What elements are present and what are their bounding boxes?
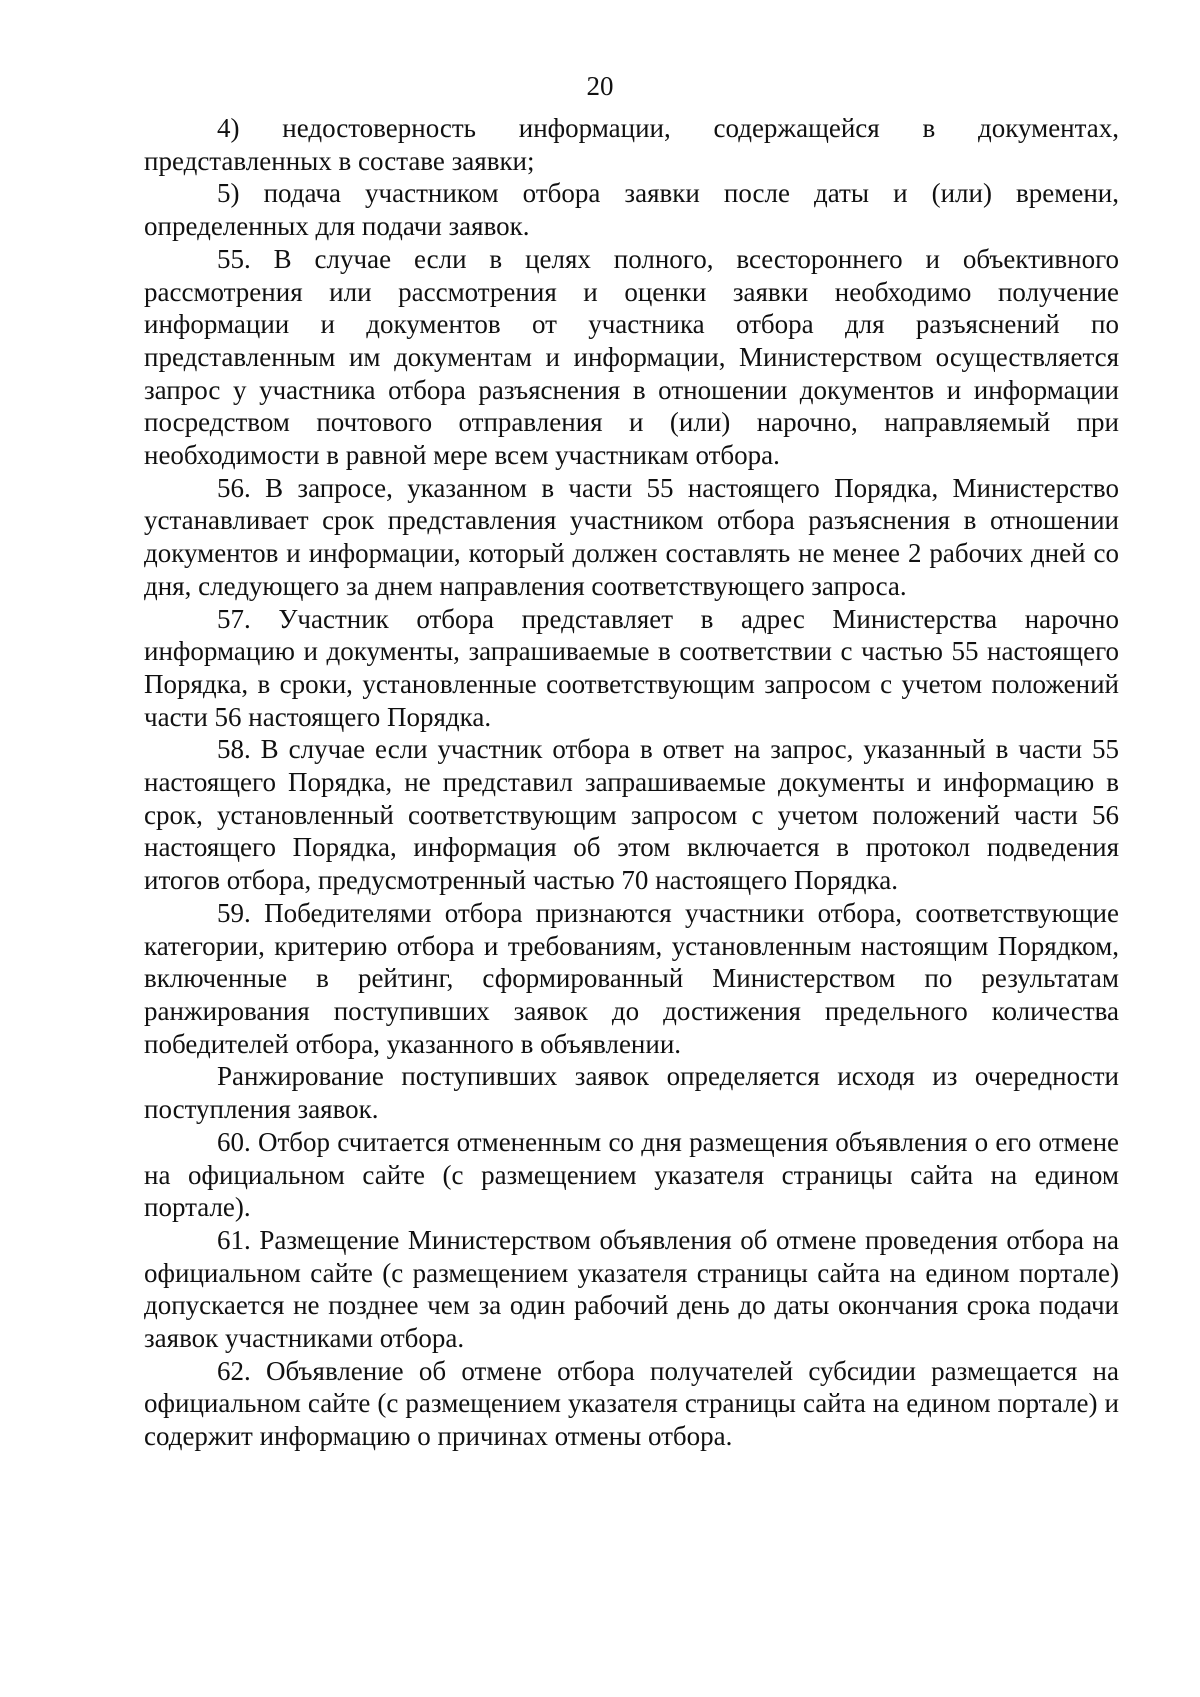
paragraph-55: 55. В случае если в целях полного, всестороннего и объективного рассмотрения или рассмотрения и оценки заявки необходимо получение информации и документов от участника отбора для разъяснений по представленным им документам и информации, Министерством осуществляется запрос у участника отбора разъяснения в отношении документов и информации посредством почтового отправления и (или) нарочно, направляемый при необходимости в равной мере всем участникам отбора. xyxy=(144,243,1119,471)
page-number: 20 xyxy=(586,71,614,101)
paragraph-59-ranking: Ранжирование поступивших заявок определяется исходя из очередности поступления заявок. xyxy=(144,1061,1119,1125)
paragraph-60: 60. Отбор считается отмененным со дня размещения объявления о его отмене на официальном сайте (с размещением указателя страницы сайта на едином портале). xyxy=(144,1126,1119,1223)
paragraph-57: 57. Участник отбора представляет в адрес Министерства нарочно информацию и документы, запрашиваемые в соответствии с частью 55 настоящего Порядка, в сроки, установленные соответствующим запросом с учетом положений части 56 настоящего Порядка. xyxy=(144,603,1119,732)
paragraph-61: 61. Размещение Министерством объявления об отмене проведения отбора на официальном сайте (с размещением указателя страницы сайта на едином портале) допускается не позднее чем за один рабочий день до даты окончания срока подачи заявок участниками отбора. xyxy=(144,1224,1119,1354)
document-body xyxy=(144,112,1119,1453)
paragraph-item-5: 5) подача участником отбора заявки после даты и (или) времени, определенных для подачи заявок. xyxy=(144,178,1119,242)
paragraph-item-4: 4) недостоверность информации, содержащейся в документах, представленных в составе заявки; xyxy=(144,113,1119,176)
paragraph-58: 58. В случае если участник отбора в ответ на запрос, указанный в части 55 настоящего Порядка, не представил запрашиваемые документы и информацию в срок, установленный соответствующим запросом с учетом положений части 56 настоящего Порядка, информация об этом включается в протокол подведения итогов отбора, предусмотренный частью 70 настоящего Порядка. xyxy=(144,734,1119,896)
paragraph-62: 62. Объявление об отмене отбора получателей субсидии размещается на официальном сайте (с размещением указателя страницы сайта на едином портале) и содержит информацию о причинах отмены отбора. xyxy=(144,1355,1119,1452)
paragraph-56: 56. В запросе, указанном в части 55 настоящего Порядка, Министерство устанавливает срок представления участником отбора разъяснения в отношении документов и информации, который должен составлять не менее 2 рабочих дней со дня, следующего за днем направления соответствующего запроса. xyxy=(144,472,1119,601)
paragraph-59: 59. Победителями отбора признаются участники отбора, соответствующие категории, критерию отбора и требованиям, установленным настоящим Порядком, включенные в рейтинг, сформированный Министерством по результатам ранжирования поступивших заявок до достижения предельного количества победителей отбора, указанного в объявлении. xyxy=(144,897,1119,1059)
